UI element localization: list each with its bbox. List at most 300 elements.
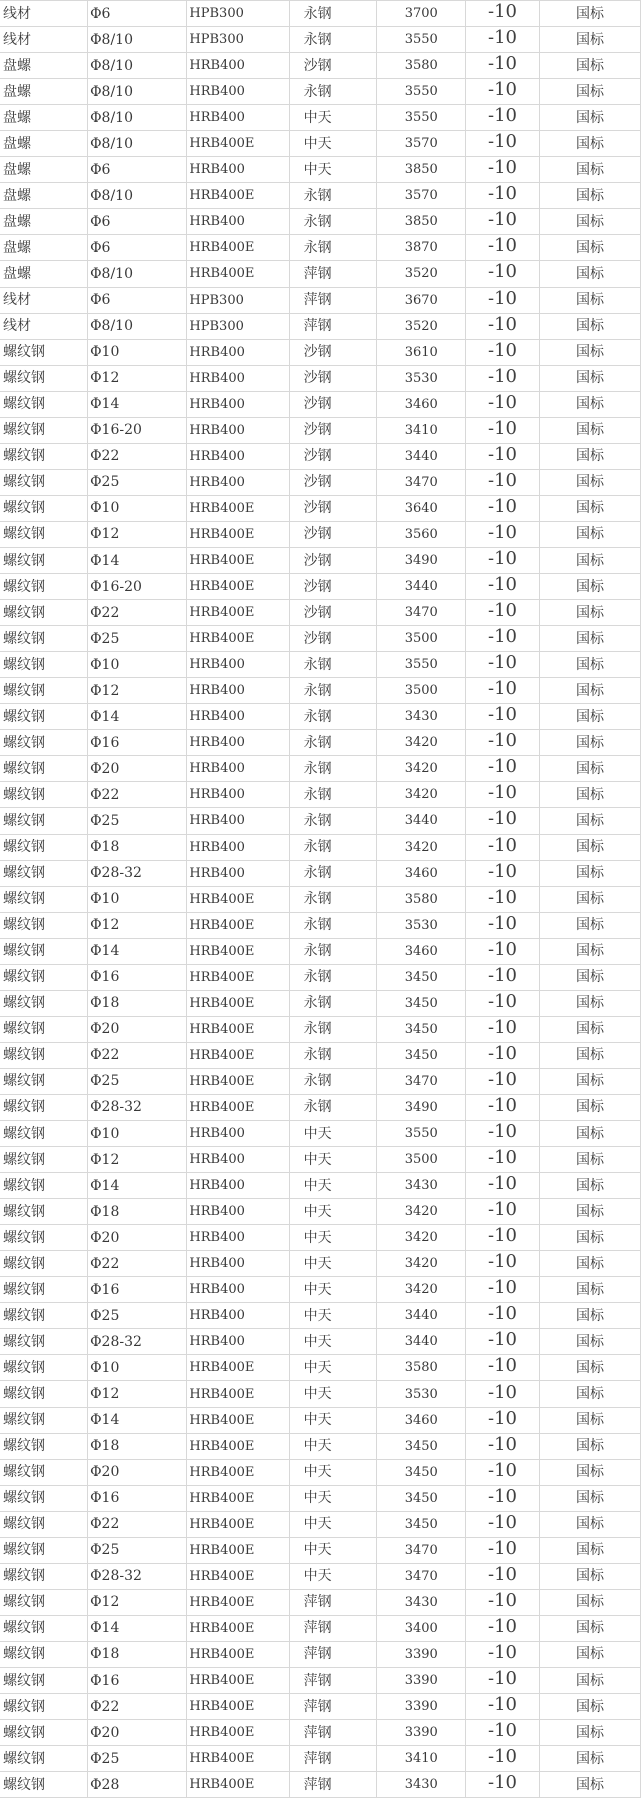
cell-grade[interactable]: HRB400: [187, 418, 289, 443]
cell-standard[interactable]: 国标: [540, 1460, 641, 1485]
cell-change[interactable]: -10: [466, 392, 540, 417]
cell-spec[interactable]: Φ25: [88, 1538, 187, 1563]
cell-product[interactable]: 螺纹钢: [0, 1434, 88, 1459]
cell-price[interactable]: 3430: [377, 1173, 466, 1198]
cell-standard[interactable]: 国标: [540, 261, 641, 286]
cell-mill[interactable]: 沙钢: [290, 522, 378, 547]
cell-grade[interactable]: HRB400E: [187, 1668, 289, 1693]
cell-price[interactable]: 3530: [377, 1381, 466, 1406]
cell-change[interactable]: -10: [466, 835, 540, 860]
cell-product[interactable]: 螺纹钢: [0, 939, 88, 964]
cell-product[interactable]: 盘螺: [0, 79, 88, 104]
cell-price[interactable]: 3550: [377, 27, 466, 52]
cell-grade[interactable]: HRB400: [187, 704, 289, 729]
cell-change[interactable]: -10: [466, 1095, 540, 1120]
cell-mill[interactable]: 萍钢: [290, 1720, 378, 1745]
cell-grade[interactable]: HRB400: [187, 157, 289, 182]
cell-grade[interactable]: HRB400E: [187, 496, 289, 521]
cell-change[interactable]: -10: [466, 1043, 540, 1068]
cell-change[interactable]: -10: [466, 366, 540, 391]
cell-spec[interactable]: Φ16: [88, 1277, 187, 1302]
cell-product[interactable]: 螺纹钢: [0, 496, 88, 521]
cell-price[interactable]: 3570: [377, 131, 466, 156]
cell-mill[interactable]: 永钢: [290, 209, 378, 234]
cell-change[interactable]: -10: [466, 1225, 540, 1250]
cell-standard[interactable]: 国标: [540, 1746, 641, 1771]
cell-price[interactable]: 3640: [377, 496, 466, 521]
cell-price[interactable]: 3450: [377, 1434, 466, 1459]
cell-grade[interactable]: HRB400E: [187, 1642, 289, 1667]
cell-price[interactable]: 3450: [377, 1460, 466, 1485]
cell-grade[interactable]: HRB400E: [187, 1434, 289, 1459]
cell-standard[interactable]: 国标: [540, 1694, 641, 1719]
cell-change[interactable]: -10: [466, 340, 540, 365]
cell-product[interactable]: 螺纹钢: [0, 652, 88, 677]
cell-spec[interactable]: Φ12: [88, 678, 187, 703]
cell-standard[interactable]: 国标: [540, 1538, 641, 1563]
cell-standard[interactable]: 国标: [540, 991, 641, 1016]
cell-price[interactable]: 3440: [377, 808, 466, 833]
cell-price[interactable]: 3420: [377, 1277, 466, 1302]
cell-standard[interactable]: 国标: [540, 131, 641, 156]
cell-product[interactable]: 螺纹钢: [0, 1147, 88, 1172]
cell-spec[interactable]: Φ28-32: [88, 1329, 187, 1354]
cell-change[interactable]: -10: [466, 1199, 540, 1224]
cell-product[interactable]: 盘螺: [0, 53, 88, 78]
cell-standard[interactable]: 国标: [540, 1381, 641, 1406]
cell-standard[interactable]: 国标: [540, 1303, 641, 1328]
cell-grade[interactable]: HRB400: [187, 392, 289, 417]
cell-price[interactable]: 3420: [377, 756, 466, 781]
cell-product[interactable]: 线材: [0, 27, 88, 52]
cell-change[interactable]: -10: [466, 1590, 540, 1615]
cell-price[interactable]: 3420: [377, 730, 466, 755]
cell-standard[interactable]: 国标: [540, 1173, 641, 1198]
cell-product[interactable]: 螺纹钢: [0, 704, 88, 729]
cell-mill[interactable]: 萍钢: [290, 314, 378, 339]
cell-product[interactable]: 螺纹钢: [0, 1746, 88, 1771]
cell-product[interactable]: 螺纹钢: [0, 1355, 88, 1380]
cell-price[interactable]: 3850: [377, 209, 466, 234]
cell-spec[interactable]: Φ25: [88, 626, 187, 651]
cell-mill[interactable]: 永钢: [290, 1069, 378, 1094]
cell-product[interactable]: 螺纹钢: [0, 782, 88, 807]
cell-price[interactable]: 3870: [377, 235, 466, 260]
cell-price[interactable]: 3390: [377, 1668, 466, 1693]
cell-change[interactable]: -10: [466, 314, 540, 339]
cell-grade[interactable]: HRB400: [187, 1251, 289, 1276]
cell-spec[interactable]: Φ12: [88, 522, 187, 547]
cell-spec[interactable]: Φ10: [88, 1121, 187, 1146]
cell-mill[interactable]: 中天: [290, 157, 378, 182]
cell-grade[interactable]: HRB400E: [187, 1590, 289, 1615]
cell-price[interactable]: 3490: [377, 548, 466, 573]
cell-price[interactable]: 3440: [377, 1329, 466, 1354]
cell-product[interactable]: 螺纹钢: [0, 1043, 88, 1068]
cell-product[interactable]: 螺纹钢: [0, 1199, 88, 1224]
cell-product[interactable]: 螺纹钢: [0, 522, 88, 547]
cell-spec[interactable]: Φ10: [88, 887, 187, 912]
cell-product[interactable]: 螺纹钢: [0, 1590, 88, 1615]
cell-grade[interactable]: HRB400E: [187, 131, 289, 156]
cell-standard[interactable]: 国标: [540, 1720, 641, 1745]
cell-product[interactable]: 螺纹钢: [0, 1173, 88, 1198]
cell-change[interactable]: -10: [466, 27, 540, 52]
cell-change[interactable]: -10: [466, 1277, 540, 1302]
cell-grade[interactable]: HRB400E: [187, 1720, 289, 1745]
cell-standard[interactable]: 国标: [540, 1642, 641, 1667]
cell-price[interactable]: 3450: [377, 1017, 466, 1042]
cell-spec[interactable]: Φ20: [88, 1017, 187, 1042]
cell-price[interactable]: 3440: [377, 1303, 466, 1328]
cell-grade[interactable]: HRB400E: [187, 600, 289, 625]
cell-standard[interactable]: 国标: [540, 704, 641, 729]
cell-change[interactable]: -10: [466, 1538, 540, 1563]
cell-standard[interactable]: 国标: [540, 730, 641, 755]
cell-spec[interactable]: Φ12: [88, 1381, 187, 1406]
cell-price[interactable]: 3460: [377, 1408, 466, 1433]
cell-change[interactable]: -10: [466, 261, 540, 286]
cell-standard[interactable]: 国标: [540, 574, 641, 599]
cell-spec[interactable]: Φ6: [88, 209, 187, 234]
cell-spec[interactable]: Φ18: [88, 991, 187, 1016]
cell-standard[interactable]: 国标: [540, 1225, 641, 1250]
cell-mill[interactable]: 沙钢: [290, 366, 378, 391]
cell-standard[interactable]: 国标: [540, 209, 641, 234]
cell-price[interactable]: 3460: [377, 939, 466, 964]
cell-product[interactable]: 线材: [0, 314, 88, 339]
cell-change[interactable]: -10: [466, 444, 540, 469]
cell-mill[interactable]: 中天: [290, 1251, 378, 1276]
cell-standard[interactable]: 国标: [540, 808, 641, 833]
cell-grade[interactable]: HRB400: [187, 782, 289, 807]
cell-standard[interactable]: 国标: [540, 27, 641, 52]
cell-mill[interactable]: 永钢: [290, 756, 378, 781]
cell-mill[interactable]: 永钢: [290, 1017, 378, 1042]
cell-standard[interactable]: 国标: [540, 444, 641, 469]
cell-standard[interactable]: 国标: [540, 366, 641, 391]
cell-price[interactable]: 3470: [377, 1538, 466, 1563]
cell-product[interactable]: 螺纹钢: [0, 1616, 88, 1641]
cell-standard[interactable]: 国标: [540, 835, 641, 860]
cell-standard[interactable]: 国标: [540, 1668, 641, 1693]
cell-mill[interactable]: 沙钢: [290, 444, 378, 469]
cell-price[interactable]: 3470: [377, 1564, 466, 1589]
cell-standard[interactable]: 国标: [540, 1147, 641, 1172]
cell-change[interactable]: -10: [466, 157, 540, 182]
cell-product[interactable]: 螺纹钢: [0, 1095, 88, 1120]
cell-mill[interactable]: 中天: [290, 1173, 378, 1198]
cell-grade[interactable]: HPB300: [187, 314, 289, 339]
cell-mill[interactable]: 沙钢: [290, 496, 378, 521]
cell-product[interactable]: 螺纹钢: [0, 1538, 88, 1563]
cell-product[interactable]: 螺纹钢: [0, 1121, 88, 1146]
cell-product[interactable]: 螺纹钢: [0, 470, 88, 495]
cell-mill[interactable]: 永钢: [290, 183, 378, 208]
cell-standard[interactable]: 国标: [540, 157, 641, 182]
cell-grade[interactable]: HRB400: [187, 808, 289, 833]
cell-mill[interactable]: 萍钢: [290, 1642, 378, 1667]
cell-spec[interactable]: Φ8/10: [88, 79, 187, 104]
cell-spec[interactable]: Φ28-32: [88, 1095, 187, 1120]
cell-change[interactable]: -10: [466, 1460, 540, 1485]
cell-mill[interactable]: 永钢: [290, 939, 378, 964]
cell-price[interactable]: 3450: [377, 1512, 466, 1537]
cell-price[interactable]: 3460: [377, 392, 466, 417]
cell-spec[interactable]: Φ8/10: [88, 261, 187, 286]
cell-spec[interactable]: Φ10: [88, 652, 187, 677]
cell-standard[interactable]: 国标: [540, 678, 641, 703]
cell-grade[interactable]: HRB400E: [187, 1564, 289, 1589]
cell-price[interactable]: 3410: [377, 1746, 466, 1771]
cell-spec[interactable]: Φ16-20: [88, 574, 187, 599]
cell-change[interactable]: -10: [466, 782, 540, 807]
cell-price[interactable]: 3560: [377, 522, 466, 547]
cell-price[interactable]: 3670: [377, 288, 466, 313]
cell-mill[interactable]: 永钢: [290, 235, 378, 260]
cell-grade[interactable]: HRB400: [187, 366, 289, 391]
cell-product[interactable]: 螺纹钢: [0, 1512, 88, 1537]
cell-grade[interactable]: HRB400E: [187, 1017, 289, 1042]
cell-standard[interactable]: 国标: [540, 288, 641, 313]
cell-change[interactable]: -10: [466, 1381, 540, 1406]
cell-price[interactable]: 3850: [377, 157, 466, 182]
cell-product[interactable]: 螺纹钢: [0, 835, 88, 860]
cell-spec[interactable]: Φ25: [88, 1303, 187, 1328]
cell-grade[interactable]: HRB400E: [187, 913, 289, 938]
cell-change[interactable]: -10: [466, 1564, 540, 1589]
cell-spec[interactable]: Φ22: [88, 782, 187, 807]
cell-grade[interactable]: HRB400E: [187, 1486, 289, 1511]
cell-product[interactable]: 螺纹钢: [0, 1277, 88, 1302]
cell-grade[interactable]: HRB400E: [187, 1069, 289, 1094]
cell-mill[interactable]: 永钢: [290, 887, 378, 912]
cell-mill[interactable]: 永钢: [290, 678, 378, 703]
cell-change[interactable]: -10: [466, 756, 540, 781]
cell-change[interactable]: -10: [466, 1512, 540, 1537]
cell-spec[interactable]: Φ12: [88, 1147, 187, 1172]
cell-price[interactable]: 3550: [377, 105, 466, 130]
cell-spec[interactable]: Φ14: [88, 1408, 187, 1433]
cell-grade[interactable]: HRB400: [187, 835, 289, 860]
cell-standard[interactable]: 国标: [540, 756, 641, 781]
cell-spec[interactable]: Φ16: [88, 1486, 187, 1511]
cell-product[interactable]: 螺纹钢: [0, 1069, 88, 1094]
cell-product[interactable]: 螺纹钢: [0, 756, 88, 781]
cell-spec[interactable]: Φ14: [88, 1616, 187, 1641]
cell-standard[interactable]: 国标: [540, 1355, 641, 1380]
cell-product[interactable]: 螺纹钢: [0, 913, 88, 938]
cell-product[interactable]: 螺纹钢: [0, 1017, 88, 1042]
cell-price[interactable]: 3570: [377, 183, 466, 208]
cell-mill[interactable]: 中天: [290, 1434, 378, 1459]
cell-standard[interactable]: 国标: [540, 1043, 641, 1068]
cell-change[interactable]: -10: [466, 913, 540, 938]
cell-product[interactable]: 螺纹钢: [0, 887, 88, 912]
cell-mill[interactable]: 萍钢: [290, 1772, 378, 1797]
cell-change[interactable]: -10: [466, 1069, 540, 1094]
cell-spec[interactable]: Φ14: [88, 939, 187, 964]
cell-change[interactable]: -10: [466, 470, 540, 495]
cell-spec[interactable]: Φ6: [88, 157, 187, 182]
cell-change[interactable]: -10: [466, 574, 540, 599]
cell-price[interactable]: 3580: [377, 887, 466, 912]
cell-grade[interactable]: HRB400E: [187, 1746, 289, 1771]
cell-price[interactable]: 3440: [377, 444, 466, 469]
cell-change[interactable]: -10: [466, 1355, 540, 1380]
cell-standard[interactable]: 国标: [540, 470, 641, 495]
cell-mill[interactable]: 萍钢: [290, 1616, 378, 1641]
cell-spec[interactable]: Φ25: [88, 1746, 187, 1771]
cell-grade[interactable]: HRB400E: [187, 1512, 289, 1537]
cell-price[interactable]: 3580: [377, 53, 466, 78]
cell-mill[interactable]: 萍钢: [290, 1746, 378, 1771]
cell-product[interactable]: 螺纹钢: [0, 548, 88, 573]
cell-change[interactable]: -10: [466, 965, 540, 990]
cell-grade[interactable]: HPB300: [187, 288, 289, 313]
cell-standard[interactable]: 国标: [540, 1017, 641, 1042]
cell-change[interactable]: -10: [466, 1408, 540, 1433]
cell-mill[interactable]: 沙钢: [290, 392, 378, 417]
cell-standard[interactable]: 国标: [540, 1616, 641, 1641]
cell-price[interactable]: 3420: [377, 1251, 466, 1276]
cell-standard[interactable]: 国标: [540, 418, 641, 443]
cell-change[interactable]: -10: [466, 991, 540, 1016]
cell-product[interactable]: 螺纹钢: [0, 1329, 88, 1354]
cell-standard[interactable]: 国标: [540, 392, 641, 417]
cell-price[interactable]: 3470: [377, 1069, 466, 1094]
cell-mill[interactable]: 萍钢: [290, 288, 378, 313]
cell-spec[interactable]: Φ28: [88, 1772, 187, 1797]
cell-product[interactable]: 螺纹钢: [0, 574, 88, 599]
cell-grade[interactable]: HPB300: [187, 1, 289, 26]
cell-spec[interactable]: Φ16-20: [88, 418, 187, 443]
cell-price[interactable]: 3550: [377, 652, 466, 677]
cell-change[interactable]: -10: [466, 496, 540, 521]
cell-change[interactable]: -10: [466, 861, 540, 886]
cell-price[interactable]: 3530: [377, 913, 466, 938]
cell-spec[interactable]: Φ14: [88, 548, 187, 573]
cell-mill[interactable]: 永钢: [290, 79, 378, 104]
cell-grade[interactable]: HRB400E: [187, 939, 289, 964]
cell-change[interactable]: -10: [466, 808, 540, 833]
cell-spec[interactable]: Φ18: [88, 1434, 187, 1459]
cell-change[interactable]: -10: [466, 1121, 540, 1146]
cell-change[interactable]: -10: [466, 209, 540, 234]
cell-product[interactable]: 线材: [0, 288, 88, 313]
cell-product[interactable]: 螺纹钢: [0, 1720, 88, 1745]
cell-grade[interactable]: HRB400E: [187, 991, 289, 1016]
cell-grade[interactable]: HRB400: [187, 678, 289, 703]
cell-spec[interactable]: Φ20: [88, 1720, 187, 1745]
cell-standard[interactable]: 国标: [540, 1590, 641, 1615]
cell-price[interactable]: 3390: [377, 1720, 466, 1745]
cell-change[interactable]: -10: [466, 1434, 540, 1459]
cell-spec[interactable]: Φ20: [88, 1460, 187, 1485]
cell-spec[interactable]: Φ25: [88, 470, 187, 495]
cell-price[interactable]: 3580: [377, 1355, 466, 1380]
cell-grade[interactable]: HRB400E: [187, 1460, 289, 1485]
cell-product[interactable]: 螺纹钢: [0, 1303, 88, 1328]
cell-product[interactable]: 螺纹钢: [0, 1408, 88, 1433]
cell-product[interactable]: 盘螺: [0, 131, 88, 156]
cell-change[interactable]: -10: [466, 1642, 540, 1667]
cell-price[interactable]: 3700: [377, 1, 466, 26]
cell-spec[interactable]: Φ22: [88, 600, 187, 625]
cell-grade[interactable]: HRB400E: [187, 887, 289, 912]
cell-standard[interactable]: 国标: [540, 522, 641, 547]
cell-mill[interactable]: 永钢: [290, 808, 378, 833]
cell-mill[interactable]: 沙钢: [290, 626, 378, 651]
cell-spec[interactable]: Φ28-32: [88, 1564, 187, 1589]
cell-grade[interactable]: HRB400E: [187, 1694, 289, 1719]
cell-product[interactable]: 盘螺: [0, 235, 88, 260]
cell-price[interactable]: 3470: [377, 470, 466, 495]
cell-spec[interactable]: Φ16: [88, 1668, 187, 1693]
cell-product[interactable]: 螺纹钢: [0, 1564, 88, 1589]
cell-mill[interactable]: 中天: [290, 1225, 378, 1250]
cell-change[interactable]: -10: [466, 1017, 540, 1042]
cell-standard[interactable]: 国标: [540, 1408, 641, 1433]
cell-change[interactable]: -10: [466, 79, 540, 104]
cell-mill[interactable]: 沙钢: [290, 340, 378, 365]
cell-mill[interactable]: 永钢: [290, 730, 378, 755]
cell-product[interactable]: 螺纹钢: [0, 1225, 88, 1250]
cell-grade[interactable]: HRB400E: [187, 965, 289, 990]
cell-spec[interactable]: Φ20: [88, 1225, 187, 1250]
cell-mill[interactable]: 中天: [290, 1408, 378, 1433]
cell-spec[interactable]: Φ8/10: [88, 105, 187, 130]
cell-spec[interactable]: Φ18: [88, 1642, 187, 1667]
cell-product[interactable]: 螺纹钢: [0, 366, 88, 391]
cell-change[interactable]: -10: [466, 522, 540, 547]
cell-grade[interactable]: HRB400: [187, 1121, 289, 1146]
cell-standard[interactable]: 国标: [540, 626, 641, 651]
cell-grade[interactable]: HRB400: [187, 730, 289, 755]
cell-mill[interactable]: 永钢: [290, 782, 378, 807]
cell-spec[interactable]: Φ14: [88, 1173, 187, 1198]
cell-grade[interactable]: HRB400: [187, 209, 289, 234]
cell-change[interactable]: -10: [466, 288, 540, 313]
cell-price[interactable]: 3430: [377, 704, 466, 729]
cell-mill[interactable]: 中天: [290, 1303, 378, 1328]
cell-grade[interactable]: HRB400E: [187, 261, 289, 286]
cell-mill[interactable]: 沙钢: [290, 53, 378, 78]
cell-standard[interactable]: 国标: [540, 235, 641, 260]
cell-grade[interactable]: HRB400E: [187, 522, 289, 547]
cell-standard[interactable]: 国标: [540, 1069, 641, 1094]
cell-mill[interactable]: 永钢: [290, 652, 378, 677]
cell-grade[interactable]: HRB400: [187, 105, 289, 130]
cell-price[interactable]: 3400: [377, 1616, 466, 1641]
cell-grade[interactable]: HRB400: [187, 470, 289, 495]
cell-price[interactable]: 3450: [377, 1043, 466, 1068]
cell-grade[interactable]: HRB400: [187, 1277, 289, 1302]
cell-price[interactable]: 3420: [377, 835, 466, 860]
cell-standard[interactable]: 国标: [540, 314, 641, 339]
cell-price[interactable]: 3450: [377, 991, 466, 1016]
cell-product[interactable]: 螺纹钢: [0, 730, 88, 755]
cell-grade[interactable]: HRB400: [187, 444, 289, 469]
cell-mill[interactable]: 永钢: [290, 27, 378, 52]
cell-standard[interactable]: 国标: [540, 1121, 641, 1146]
cell-mill[interactable]: 永钢: [290, 1095, 378, 1120]
cell-grade[interactable]: HRB400E: [187, 1381, 289, 1406]
cell-price[interactable]: 3470: [377, 600, 466, 625]
cell-standard[interactable]: 国标: [540, 548, 641, 573]
cell-grade[interactable]: HRB400: [187, 53, 289, 78]
cell-spec[interactable]: Φ16: [88, 965, 187, 990]
